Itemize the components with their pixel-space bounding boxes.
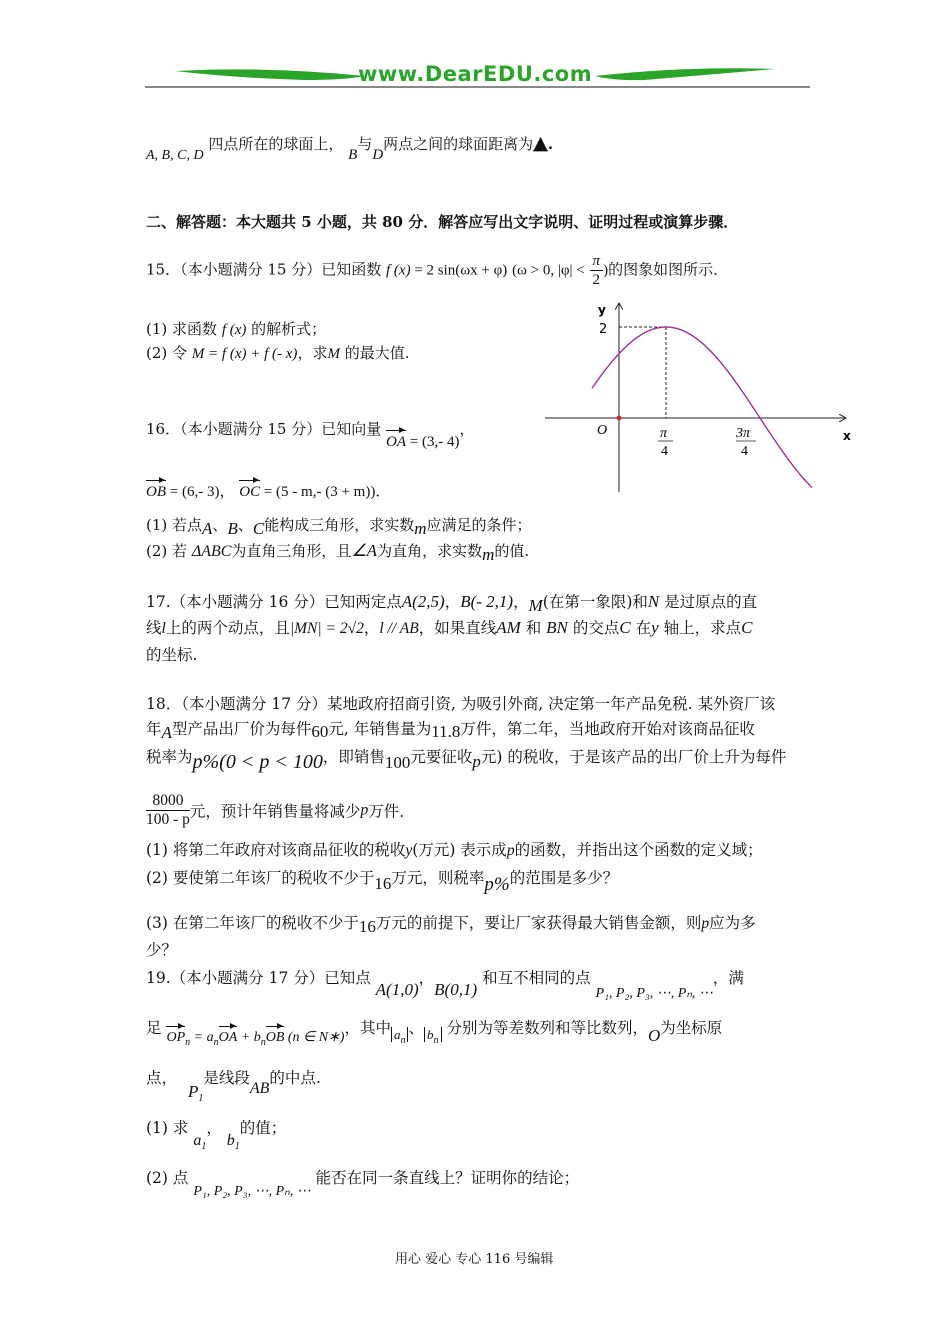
q14-tail: A, B, C, D 四点所在的球面上， B与D两点之间的球面距离为▲. [146, 132, 554, 163]
pi-over-2-fraction: $\frac{\pi}{2}$ [590, 252, 604, 289]
q19-line1: 19.（本小题满分 17 分）已知点 A(1,0)，B(0,1) 和互不相同的点 P₁, P₂, P₃, ⋯, Pₙ, ⋯，满 [146, 969, 744, 1001]
section-heading: 二、解答题：本大题共 5 小题，共 80 分．解答应写出文字说明、证明过程或演算步骤． [146, 213, 739, 231]
x-tick-pi4-den: 4 [661, 444, 668, 459]
page-footer: 用心 爱心 专心 116 号编辑 [395, 1252, 554, 1267]
q15-part2: (2) 令 M = f (x) + f (- x)，求M 的最大值. [146, 344, 410, 362]
q19-line2: 足 $OP_n = a_nOA + b_nOB$ (n ∈ N∗)，其中 $_{a_n}$、 $_{b_n}$ 分别为等差数列和等比数列，O为坐标原 [146, 1019, 723, 1048]
q16-stem: 16．（本小题满分 15 分）已知向量 OA = (3,- 4)， [146, 420, 475, 450]
q19-line3: 点， $P_1$是线段AB的中点. [146, 1069, 321, 1104]
q18-part1: (1) 将第二年政府对该商品征收的税收y(万元) 表示成p的函数，并指出这个函数的定义域； [146, 841, 763, 859]
y-tick-2: 2 [599, 322, 608, 337]
origin-point [617, 416, 622, 421]
q16-part2: (2) 若 ΔABC为直角三角形，且∠A为直角，求实数m的值. [146, 541, 530, 564]
q18-line3: 税率为p%(0 < p < 100，即销售100元要征收p元) 的税收，于是该产品的出厂价上升为每件 [146, 748, 787, 773]
x-axis-label: x [843, 429, 851, 443]
q18-part3-end: 少？ [146, 941, 178, 959]
x-tick-pi4-num: π [660, 426, 668, 441]
q17-line3: 的坐标. [146, 646, 198, 664]
q18-line2: 年A型产品出厂价为每件60元, 年销售量为11.8万件，第二年，当地政府开始对该商品征收 [146, 720, 755, 742]
q17-line1: 17.（本小题满分 16 分）已知两定点A(2,5)，B(- 2,1)，M(在第一象限)和N 是过原点的直 [146, 592, 758, 615]
q15-stem: 15．（本小题满分 15 分）已知函数 f (x) = 2 sin(ωx + φ) (ω > 0, |φ| < $\frac{\pi}{2}$ )的图象如图所示． [146, 253, 729, 288]
q15-part1: (1) 求函数 f (x) 的解析式； [146, 320, 327, 338]
q18-line4: $\frac{8000}{100 - p}$ 元，预计年销售量将减少p万件． [146, 792, 415, 828]
x-tick-3pi4-den: 4 [741, 444, 748, 459]
price-fraction: $\frac{8000}{100 - p}$ [146, 792, 190, 828]
answer-blank: ▲ [533, 132, 548, 154]
q18-part2: (2) 要使第二年该厂的税收不少于16万元，则税率p%的范围是多少？ [146, 869, 619, 895]
x-tick-3pi4-num: 3π [736, 426, 751, 441]
q16-vectors: OB = (6,- 3)， OC = (5 - m,- (3 + m))． [146, 482, 391, 500]
sine-curve [592, 327, 812, 488]
q18-line1: 18．（本小题满分 17 分）某地政府招商引资, 为吸引外商, 决定第一年产品免税. 某外资厂该 [146, 695, 776, 713]
q18-part3: (3) 在第二年该厂的税收不少于16万元的前提下，要让厂家获得最大销售金额，则p应为多 [146, 914, 756, 936]
sine-graph [540, 292, 860, 502]
y-axis-label: y [598, 303, 606, 317]
q19-part1: (1) 求 $a_1$， $b_1$的值； [146, 1119, 287, 1152]
q19-part2: (2) 点 P₁, P₂, P₃, ⋯, Pₙ, ⋯ 能否在同一条直线上？证明你的结论； [146, 1169, 580, 1199]
q16-part1: (1) 若点A、B、C能构成三角形，求实数m应满足的条件； [146, 516, 532, 538]
site-logo-text: www.DearEDU.com [358, 62, 593, 86]
origin-label: O [597, 423, 608, 438]
q17-line2: 线l上的两个动点，且|MN| = 2√2，l // AB，如果直线AM 和 BN 的交点C 在y 轴上，求点C [146, 618, 753, 637]
